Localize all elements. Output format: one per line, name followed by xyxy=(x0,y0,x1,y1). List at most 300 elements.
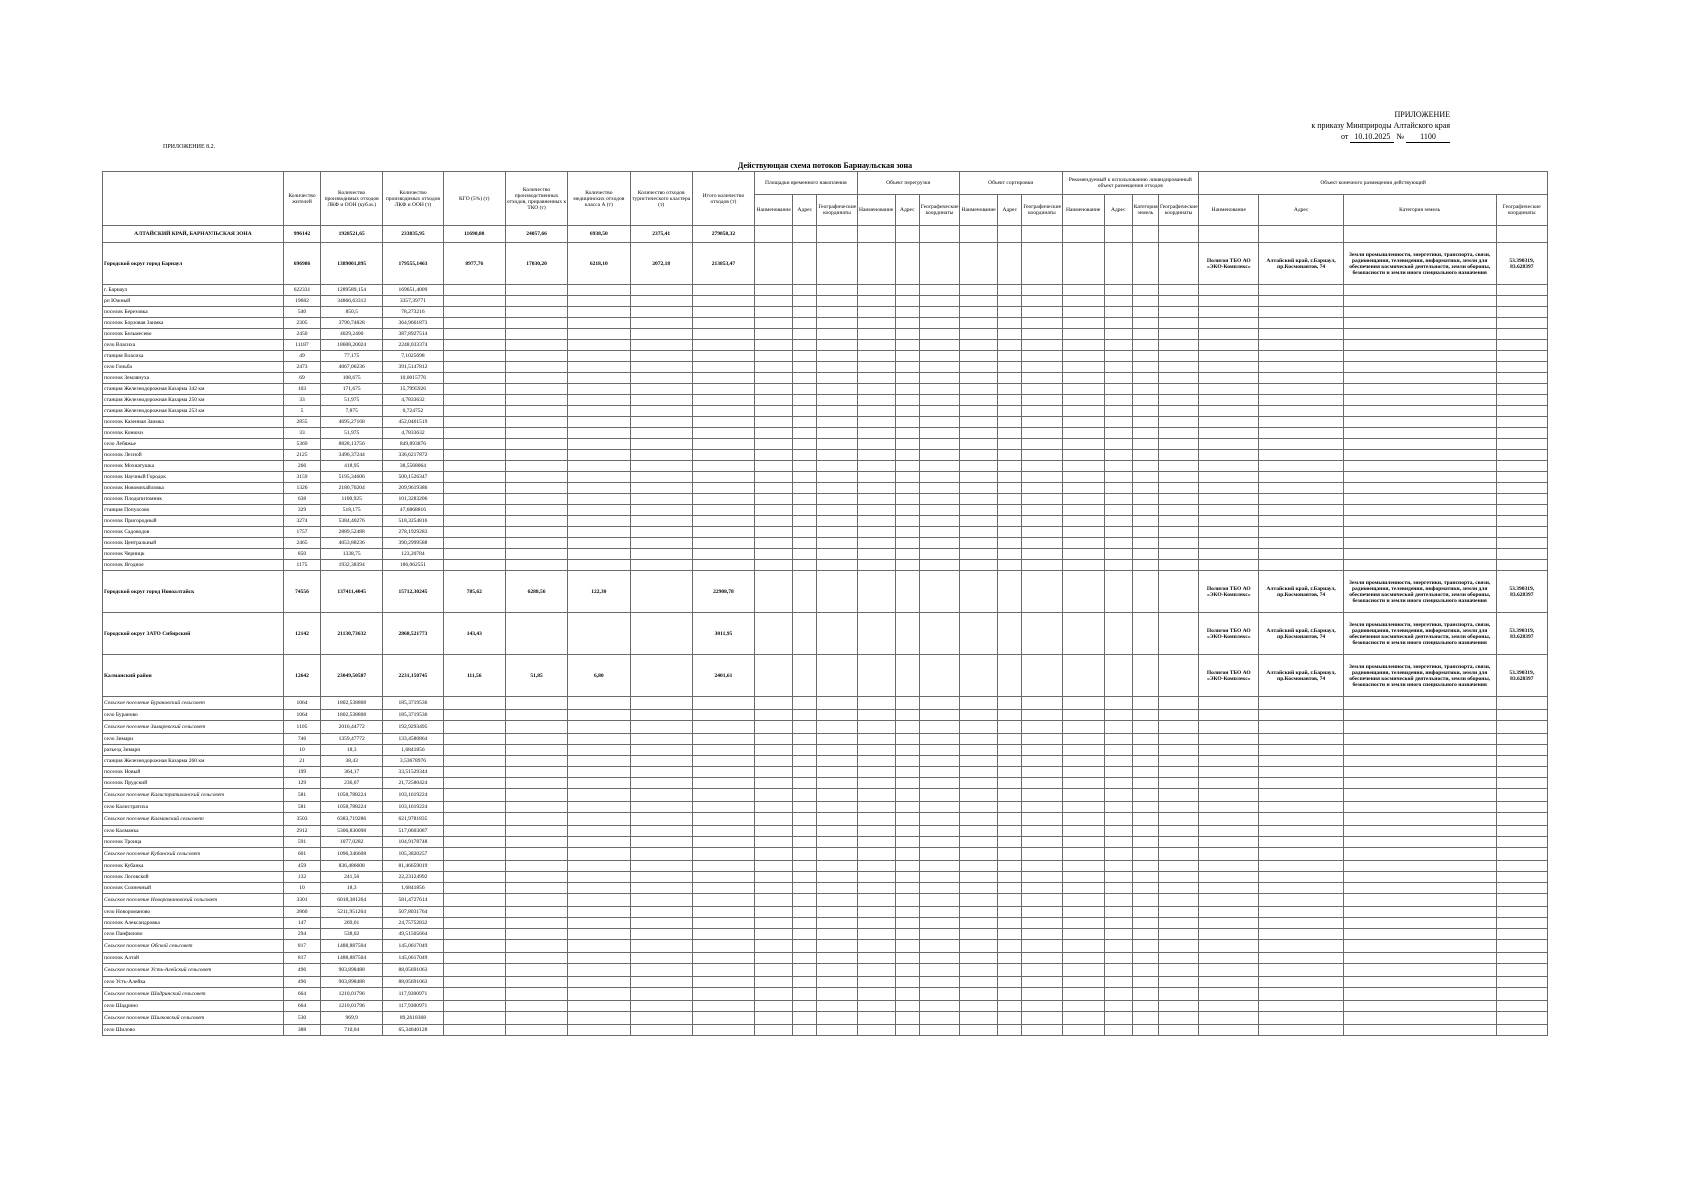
row-kgo xyxy=(443,767,505,778)
empty-cell xyxy=(998,571,1022,613)
empty-cell xyxy=(1132,560,1158,571)
empty-cell xyxy=(998,318,1022,329)
row-tko-mass: 3,53678976 xyxy=(383,756,443,767)
empty-cell xyxy=(1104,1012,1132,1025)
row-total xyxy=(692,373,754,384)
row-total xyxy=(692,472,754,483)
empty-cell xyxy=(960,940,998,953)
empty-cell xyxy=(793,285,817,296)
empty-cell xyxy=(1132,756,1158,767)
row-total xyxy=(692,307,754,318)
empty-cell xyxy=(1022,417,1062,428)
row-population: 2912 xyxy=(283,826,320,837)
row-tourist xyxy=(630,767,692,778)
empty-cell xyxy=(1259,461,1343,472)
empty-cell xyxy=(1132,351,1158,362)
empty-cell xyxy=(1343,329,1496,340)
empty-cell xyxy=(895,734,919,745)
row-kgo: 785,62 xyxy=(443,571,505,613)
empty-cell xyxy=(1259,721,1343,734)
empty-cell xyxy=(998,655,1022,697)
empty-cell xyxy=(755,505,793,516)
row-tko-mass: 500,1526347 xyxy=(383,472,443,483)
empty-cell xyxy=(1199,710,1259,721)
empty-cell xyxy=(1062,918,1104,929)
sub-category: Категория земель xyxy=(1132,195,1158,226)
table-row xyxy=(103,929,1548,940)
row-production xyxy=(505,395,567,406)
district-row xyxy=(103,613,1548,655)
empty-cell xyxy=(755,307,793,318)
row-tko-volume: 518,175 xyxy=(321,505,383,516)
page-title: Действующая схема потоков Барнаульская зона xyxy=(737,161,913,170)
empty-cell xyxy=(1496,351,1547,362)
sub-address: Адрес xyxy=(998,195,1022,226)
empty-cell xyxy=(1259,395,1343,406)
empty-cell xyxy=(919,560,959,571)
row-population: 530 xyxy=(283,1012,320,1025)
row-medical xyxy=(568,789,630,802)
empty-cell xyxy=(919,907,959,918)
row-tko-mass: 24,75752832 xyxy=(383,918,443,929)
empty-cell xyxy=(998,340,1022,351)
row-population: 294 xyxy=(283,929,320,940)
empty-cell xyxy=(817,697,857,710)
row-tko-volume: 850,5 xyxy=(321,307,383,318)
empty-cell xyxy=(1343,988,1496,1001)
empty-cell xyxy=(960,538,998,549)
empty-cell xyxy=(1104,494,1132,505)
empty-cell xyxy=(1199,872,1259,883)
region-total: 279858,32 xyxy=(692,226,754,243)
row-population: 19682 xyxy=(283,296,320,307)
empty-cell xyxy=(895,964,919,977)
empty-cell xyxy=(1104,362,1132,373)
empty-cell xyxy=(857,329,895,340)
empty-cell xyxy=(1496,918,1547,929)
row-tko-volume: 3790,74828 xyxy=(321,318,383,329)
empty-cell xyxy=(1022,527,1062,538)
empty-cell xyxy=(793,373,817,384)
empty-cell xyxy=(1104,883,1132,894)
row-population: 266 xyxy=(283,461,320,472)
empty-cell xyxy=(1259,340,1343,351)
empty-cell xyxy=(1158,1001,1198,1012)
empty-cell xyxy=(998,406,1022,417)
row-production xyxy=(505,977,567,988)
empty-cell xyxy=(857,516,895,527)
row-total xyxy=(692,527,754,538)
empty-cell xyxy=(960,767,998,778)
row-total xyxy=(692,872,754,883)
row-name: станция Железнодорожная Казарма 250 км xyxy=(103,395,284,406)
row-tko-volume: 171,675 xyxy=(321,384,383,395)
row-population: 1757 xyxy=(283,527,320,538)
row-population: 147 xyxy=(283,918,320,929)
empty-cell xyxy=(998,395,1022,406)
row-production xyxy=(505,351,567,362)
empty-cell xyxy=(1132,571,1158,613)
row-total xyxy=(692,721,754,734)
sub-address: Адрес xyxy=(793,195,817,226)
empty-cell xyxy=(817,505,857,516)
empty-cell xyxy=(1199,307,1259,318)
row-total xyxy=(692,953,754,964)
row-kgo xyxy=(443,373,505,384)
empty-cell xyxy=(1132,505,1158,516)
empty-cell xyxy=(960,516,998,527)
empty-cell xyxy=(1022,918,1062,929)
row-tourist xyxy=(630,613,692,655)
empty-cell xyxy=(1062,483,1104,494)
empty-cell xyxy=(1062,285,1104,296)
row-tko-mass: 4,7833632 xyxy=(383,395,443,406)
row-production xyxy=(505,516,567,527)
row-production xyxy=(505,894,567,907)
empty-cell xyxy=(998,894,1022,907)
empty-cell xyxy=(817,243,857,285)
table-row xyxy=(103,318,1548,329)
empty-cell xyxy=(1496,988,1547,1001)
empty-cell xyxy=(755,351,793,362)
empty-cell xyxy=(960,571,998,613)
row-kgo xyxy=(443,734,505,745)
empty-cell xyxy=(1343,549,1496,560)
empty-cell xyxy=(793,505,817,516)
empty-cell xyxy=(895,549,919,560)
empty-cell xyxy=(919,395,959,406)
empty-cell xyxy=(960,527,998,538)
empty-cell xyxy=(1062,560,1104,571)
empty-cell xyxy=(1158,710,1198,721)
empty-cell xyxy=(1158,571,1198,613)
row-tourist xyxy=(630,802,692,813)
empty-cell xyxy=(1199,428,1259,439)
empty-cell xyxy=(895,872,919,883)
empty-cell xyxy=(1022,560,1062,571)
empty-cell xyxy=(919,307,959,318)
row-production xyxy=(505,789,567,802)
row-kgo xyxy=(443,929,505,940)
empty-cell xyxy=(755,767,793,778)
empty-cell xyxy=(755,977,793,988)
empty-cell xyxy=(1132,778,1158,789)
empty-cell xyxy=(857,767,895,778)
empty-cell xyxy=(1199,721,1259,734)
row-kgo xyxy=(443,802,505,813)
row-total: 22908,78 xyxy=(692,571,754,613)
empty-cell xyxy=(1199,1012,1259,1025)
row-population: 103 xyxy=(283,384,320,395)
row-tko-volume: 1932,38394 xyxy=(321,560,383,571)
row-medical xyxy=(568,505,630,516)
table-row xyxy=(103,756,1548,767)
empty-cell xyxy=(1104,802,1132,813)
empty-cell xyxy=(817,655,857,697)
row-production xyxy=(505,439,567,450)
row-name: разъезд Зимари xyxy=(103,745,284,756)
empty-cell xyxy=(998,883,1022,894)
empty-cell xyxy=(919,494,959,505)
empty-cell xyxy=(755,439,793,450)
empty-cell xyxy=(998,450,1022,461)
empty-cell xyxy=(817,549,857,560)
empty-cell xyxy=(1259,953,1343,964)
empty-cell xyxy=(960,483,998,494)
row-total xyxy=(692,826,754,837)
empty-cell xyxy=(1132,373,1158,384)
row-tko-mass: 186,062551 xyxy=(383,560,443,571)
empty-cell xyxy=(895,373,919,384)
empty-cell xyxy=(1343,340,1496,351)
empty-cell xyxy=(755,883,793,894)
row-name: село Гоньба xyxy=(103,362,284,373)
row-medical xyxy=(568,362,630,373)
empty-cell xyxy=(1496,450,1547,461)
empty-cell xyxy=(1343,767,1496,778)
row-production xyxy=(505,940,567,953)
empty-cell xyxy=(1158,964,1198,977)
empty-cell xyxy=(1132,307,1158,318)
empty-cell xyxy=(817,861,857,872)
row-tko-mass: 105,3820257 xyxy=(383,848,443,861)
row-population: 69 xyxy=(283,373,320,384)
empty-cell xyxy=(857,813,895,826)
row-population: 49 xyxy=(283,351,320,362)
empty-cell xyxy=(857,527,895,538)
row-total xyxy=(692,516,754,527)
row-name: Сельское поселение Шилковский сельсовет xyxy=(103,1012,284,1025)
sub-geo: Географические координаты xyxy=(817,195,857,226)
empty-cell xyxy=(895,953,919,964)
empty-cell xyxy=(919,837,959,848)
table-row xyxy=(103,395,1548,406)
empty-cell xyxy=(1259,296,1343,307)
empty-cell xyxy=(1062,373,1104,384)
row-tourist xyxy=(630,395,692,406)
empty-cell xyxy=(1199,767,1259,778)
empty-cell xyxy=(755,826,793,837)
row-population: 746 xyxy=(283,734,320,745)
row-name: Сельское поселение Усть-Алейский сельсовет xyxy=(103,964,284,977)
empty-cell xyxy=(755,745,793,756)
row-medical xyxy=(568,285,630,296)
empty-cell xyxy=(857,940,895,953)
row-production xyxy=(505,907,567,918)
appendix-label: ПРИЛОЖЕНИЕ xyxy=(1394,110,1450,119)
row-tko-mass: 2868,521773 xyxy=(383,613,443,655)
row-kgo xyxy=(443,848,505,861)
empty-cell xyxy=(895,907,919,918)
empty-cell xyxy=(1104,918,1132,929)
empty-cell xyxy=(1062,406,1104,417)
empty-cell xyxy=(998,907,1022,918)
empty-cell xyxy=(1132,929,1158,940)
row-tko-mass: 65,34640128 xyxy=(383,1025,443,1036)
row-total: 3011,95 xyxy=(692,613,754,655)
empty-cell xyxy=(1022,826,1062,837)
empty-cell xyxy=(1259,848,1343,861)
row-tourist xyxy=(630,549,692,560)
empty-cell xyxy=(755,655,793,697)
empty-cell xyxy=(1022,439,1062,450)
empty-cell xyxy=(1259,872,1343,883)
empty-cell xyxy=(1104,384,1132,395)
empty-cell xyxy=(1343,1012,1496,1025)
empty-cell xyxy=(960,655,998,697)
empty-cell xyxy=(1022,285,1062,296)
empty-cell xyxy=(960,918,998,929)
empty-cell xyxy=(1022,307,1062,318)
empty-cell xyxy=(817,417,857,428)
empty-cell xyxy=(998,745,1022,756)
empty-cell xyxy=(755,837,793,848)
row-medical xyxy=(568,613,630,655)
row-production: 6288,56 xyxy=(505,571,567,613)
empty-cell xyxy=(857,461,895,472)
empty-cell xyxy=(895,767,919,778)
group-final-disposal: Объект конечного размещения действующий xyxy=(1199,172,1548,195)
empty-cell xyxy=(1158,953,1198,964)
row-population: 2305 xyxy=(283,318,320,329)
row-tourist xyxy=(630,373,692,384)
empty-cell xyxy=(1496,296,1547,307)
empty-cell xyxy=(919,329,959,340)
row-tko-mass: 145,0617049 xyxy=(383,953,443,964)
table-row xyxy=(103,1012,1548,1025)
empty-cell xyxy=(1132,428,1158,439)
row-kgo xyxy=(443,549,505,560)
row-total xyxy=(692,778,754,789)
empty-cell xyxy=(919,538,959,549)
empty-cell xyxy=(1199,883,1259,894)
final-object-category: Земли промышленности, энергетики, транспорта, связи, радиовещания, телевидения, информатики, земли для обеспечения космической деятельности, земли обороны, безопасности и земли иного специального назначения xyxy=(1343,243,1496,285)
empty-cell xyxy=(960,494,998,505)
empty-cell xyxy=(895,721,919,734)
empty-cell xyxy=(1104,428,1132,439)
row-name: село Новороманово xyxy=(103,907,284,918)
empty-cell xyxy=(817,613,857,655)
empty-cell xyxy=(895,826,919,837)
row-name: Городской округ город Новоалтайск xyxy=(103,571,284,613)
empty-cell xyxy=(1158,940,1198,953)
date-prefix: от xyxy=(1340,132,1349,141)
empty-cell xyxy=(895,883,919,894)
row-total xyxy=(692,964,754,977)
empty-cell xyxy=(817,428,857,439)
empty-cell xyxy=(755,549,793,560)
empty-cell xyxy=(857,837,895,848)
table-row xyxy=(103,940,1548,953)
row-medical xyxy=(568,318,630,329)
empty-cell xyxy=(960,697,998,710)
empty-cell xyxy=(1158,450,1198,461)
empty-cell xyxy=(1343,538,1496,549)
empty-cell xyxy=(895,494,919,505)
empty-cell xyxy=(817,907,857,918)
empty-cell xyxy=(960,307,998,318)
empty-cell xyxy=(1022,549,1062,560)
empty-cell xyxy=(919,417,959,428)
empty-cell xyxy=(1343,756,1496,767)
row-tko-mass: 390,2999588 xyxy=(383,538,443,549)
row-medical xyxy=(568,802,630,813)
empty-cell xyxy=(857,789,895,802)
empty-cell xyxy=(793,296,817,307)
row-total xyxy=(692,450,754,461)
empty-cell xyxy=(895,505,919,516)
row-name: поселок Пригородный xyxy=(103,516,284,527)
empty-cell xyxy=(817,964,857,977)
empty-cell xyxy=(1199,894,1259,907)
empty-cell xyxy=(817,494,857,505)
table-row xyxy=(103,802,1548,813)
empty-cell xyxy=(755,1025,793,1036)
sub-geo: Географические координаты xyxy=(1158,195,1198,226)
empty-cell xyxy=(755,802,793,813)
empty-cell xyxy=(919,571,959,613)
empty-cell xyxy=(998,351,1022,362)
empty-cell xyxy=(1104,655,1132,697)
empty-cell xyxy=(1343,918,1496,929)
empty-cell xyxy=(998,1012,1022,1025)
empty-cell xyxy=(1158,505,1198,516)
empty-cell xyxy=(960,813,998,826)
group-temp-storage: Площадки временного накопления xyxy=(755,172,857,195)
row-tko-mass: 0,724752 xyxy=(383,406,443,417)
empty-cell xyxy=(817,439,857,450)
empty-cell xyxy=(1158,745,1198,756)
empty-cell xyxy=(1343,373,1496,384)
empty-cell xyxy=(793,710,817,721)
empty-cell xyxy=(1158,472,1198,483)
empty-cell xyxy=(1158,988,1198,1001)
empty-cell xyxy=(1259,988,1343,1001)
empty-cell xyxy=(1199,734,1259,745)
row-tko-volume: 5211,951264 xyxy=(321,907,383,918)
empty-cell xyxy=(817,472,857,483)
empty-cell xyxy=(998,296,1022,307)
row-production xyxy=(505,837,567,848)
table-row xyxy=(103,549,1548,560)
row-kgo xyxy=(443,483,505,494)
row-medical xyxy=(568,1012,630,1025)
empty-cell xyxy=(857,538,895,549)
empty-cell xyxy=(857,362,895,373)
empty-cell xyxy=(1062,907,1104,918)
empty-cell xyxy=(960,964,998,977)
empty-cell xyxy=(895,439,919,450)
row-medical xyxy=(568,472,630,483)
table-row xyxy=(103,964,1548,977)
row-medical xyxy=(568,861,630,872)
row-name: поселок Березовка xyxy=(103,307,284,318)
empty-cell xyxy=(1104,461,1132,472)
empty-cell xyxy=(895,813,919,826)
row-tko-mass: 517,0603087 xyxy=(383,826,443,837)
empty-cell xyxy=(1343,395,1496,406)
row-population: 1064 xyxy=(283,710,320,721)
empty-cell xyxy=(1158,697,1198,710)
row-tourist xyxy=(630,837,692,848)
row-medical xyxy=(568,1025,630,1036)
empty-cell xyxy=(919,964,959,977)
empty-cell xyxy=(1022,988,1062,1001)
empty-cell xyxy=(1496,883,1547,894)
empty-cell xyxy=(1104,721,1132,734)
table-row xyxy=(103,734,1548,745)
row-kgo xyxy=(443,872,505,883)
